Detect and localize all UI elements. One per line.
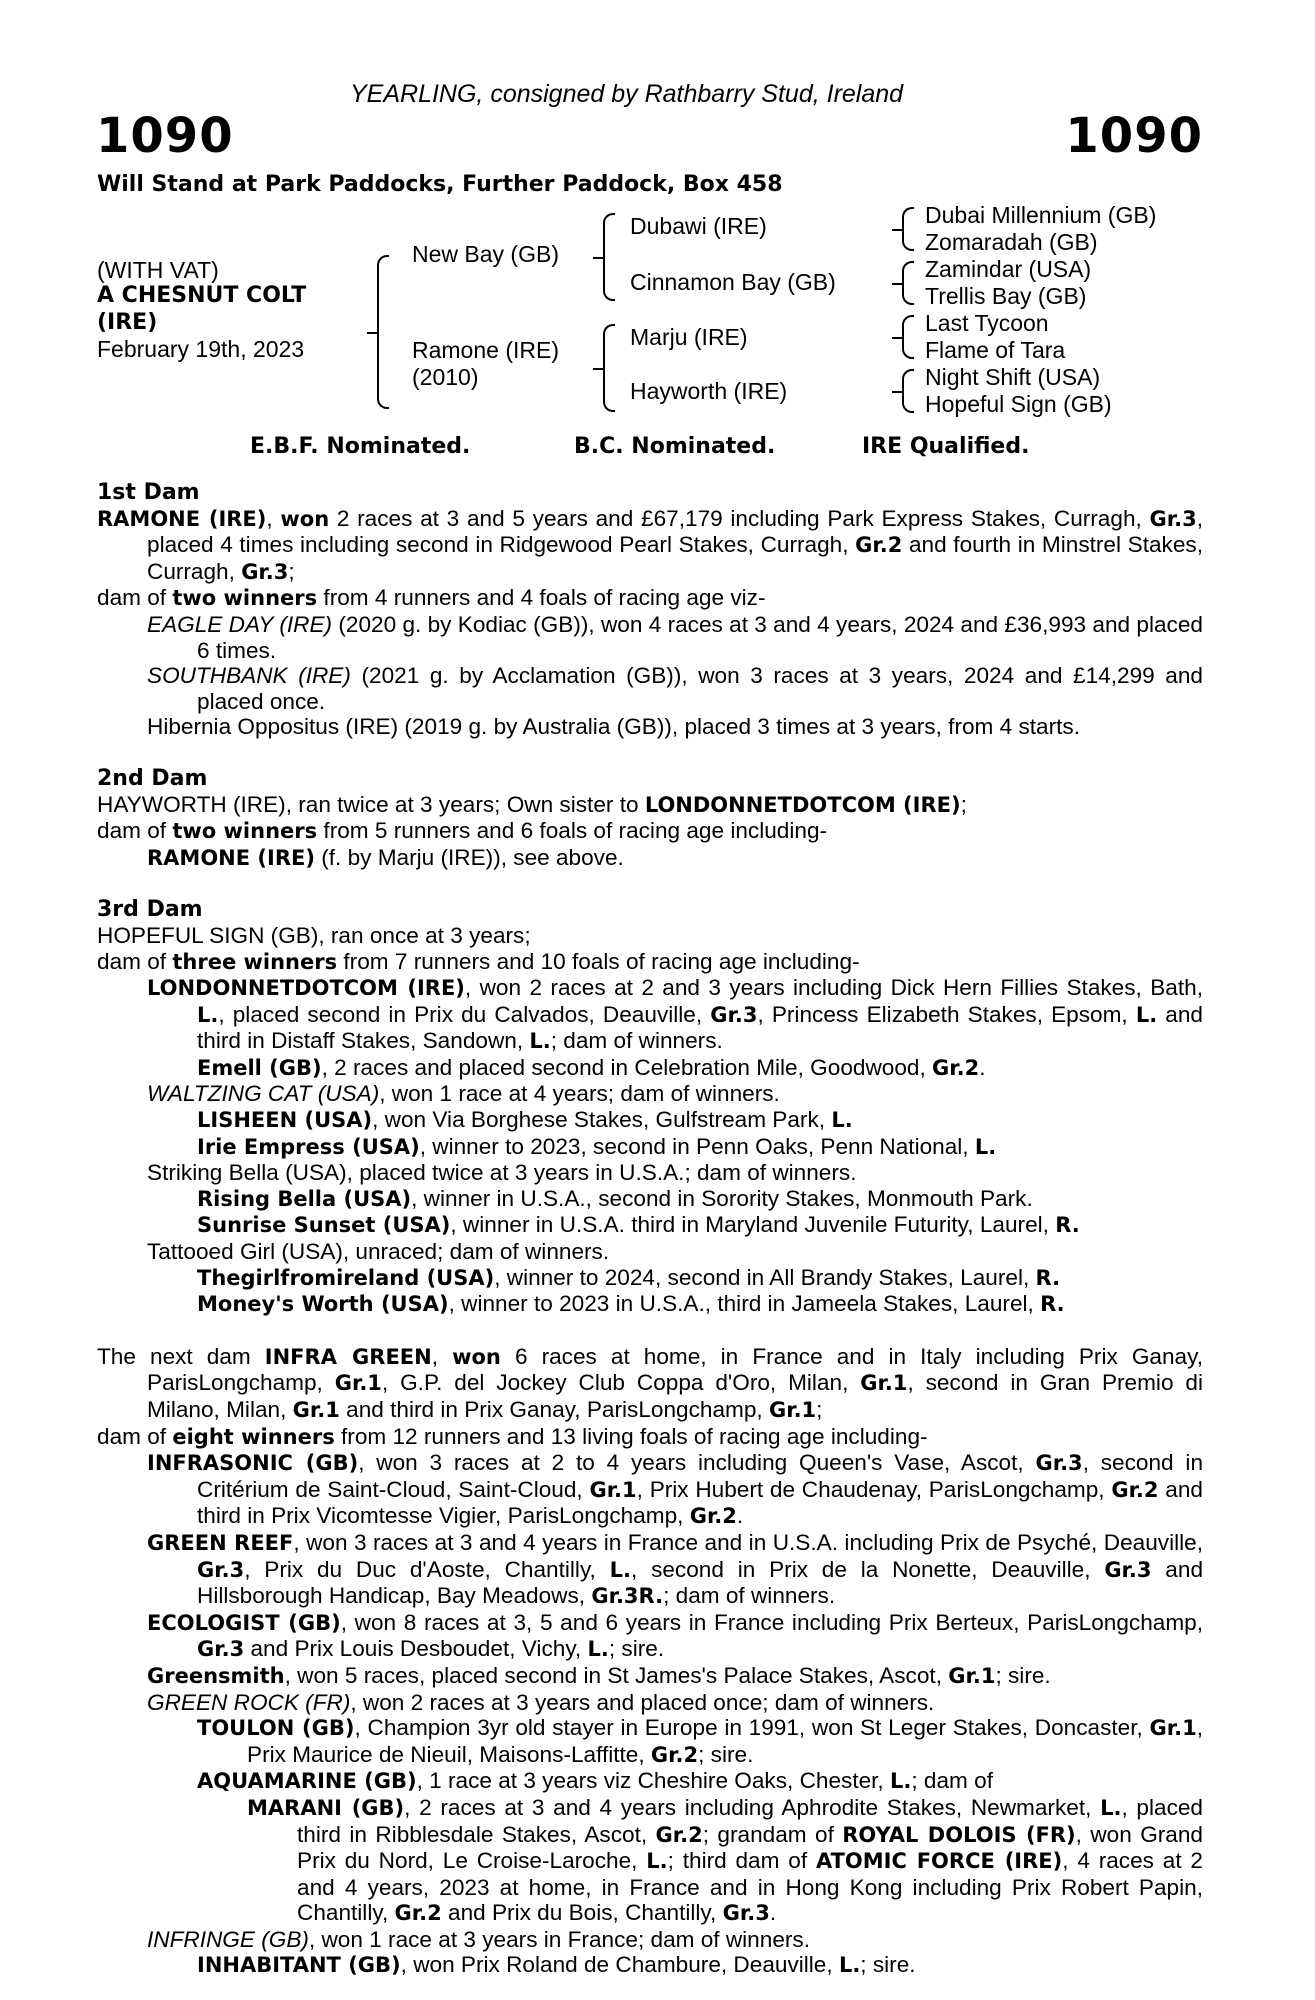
sire-name: New Bay (GB)	[412, 241, 559, 267]
bold-text: R.	[1055, 1213, 1080, 1238]
text-run: , won 1 race at 4 years; dam of winners.	[379, 1081, 780, 1107]
text-run: ; dam of	[911, 1768, 993, 1794]
text-run: ; dam of winners.	[663, 1583, 836, 1609]
bold-text: Gr.1	[1149, 1716, 1197, 1741]
text-run: , winner in U.S.A. third in Maryland Juvenile Futurity, Laurel,	[450, 1212, 1056, 1238]
record-line	[97, 1424, 1203, 1451]
gen3-7: Night Shift (USA)	[925, 364, 1101, 390]
bold-text: Gr.1	[334, 1371, 382, 1396]
bold-text: three winners	[172, 949, 338, 974]
bold-text: Gr.2	[394, 1901, 442, 1926]
text-run: , second in Gran Premio di Milano, Milan,	[147, 1370, 1203, 1422]
text-run: , won 1 race at 3 years in France; dam of winners.	[308, 1926, 810, 1952]
record-line	[97, 1795, 1203, 1927]
bold-text: L.	[197, 1002, 219, 1027]
bold-text: Gr.2	[855, 533, 903, 558]
bold-text: Money's Worth (USA)	[197, 1292, 449, 1317]
text-run: , won 2 races at 3 years and placed once; dam of winners.	[350, 1689, 935, 1715]
text-run: (f. by Marju (IRE)), see above.	[314, 844, 624, 870]
text-run: , won 8 races at 3, 5 and 6 years in France including Prix Berteux, ParisLongchamp,	[340, 1609, 1203, 1635]
text-run: dam of	[97, 818, 173, 844]
record-line	[97, 663, 1203, 714]
dam-name: Ramone (IRE)	[412, 337, 559, 363]
text-run: ; sire.	[860, 1952, 916, 1978]
text-run: from 5 runners and 6 foals of racing age including-	[317, 818, 828, 844]
section-title: 1st Dam	[97, 480, 200, 505]
bold-text: LONDONNETDOTCOM (IRE)	[147, 976, 465, 1001]
bold-text: Gr.3R.	[591, 1584, 664, 1609]
text-run: , Prix Maurice de Nieuil, Maisons-Laffitte,	[247, 1715, 1203, 1767]
dam-year: (2010)	[412, 364, 479, 390]
record-line	[97, 714, 1203, 740]
section-gap	[97, 1318, 1203, 1344]
italic-text: SOUTHBANK (IRE)	[147, 663, 351, 689]
text-run: .	[979, 1054, 986, 1080]
bold-text: AQUAMARINE (GB)	[197, 1769, 417, 1794]
record-line	[97, 949, 1203, 976]
italic-text: GREEN ROCK (FR)	[147, 1689, 351, 1715]
text-run: ;	[816, 1397, 823, 1422]
text-run: , Prix du Duc d'Aoste, Chantilly,	[244, 1556, 610, 1582]
dam-section	[97, 480, 1203, 740]
bold-text: Irie Empress (USA)	[197, 1134, 420, 1159]
text-run: ; dam of winners.	[550, 1028, 723, 1054]
stand-location: Will Stand at Park Paddocks, Further Paddock, Box 458	[97, 172, 783, 197]
text-run: , second in Prix de la Nonette, Deauville,	[631, 1556, 1105, 1582]
pedigree-brace-3d	[902, 369, 914, 413]
sire-dam: Cinnamon Bay (GB)	[630, 269, 836, 295]
bold-text: Gr.1	[589, 1477, 637, 1502]
section-gap	[97, 871, 1203, 897]
record-line	[97, 845, 1203, 872]
record-line	[97, 585, 1203, 612]
text-run: , placed 4 times including second in Ridgewood Pearl Stakes, Curragh,	[147, 505, 1203, 558]
bold-text: Gr.1	[292, 1398, 340, 1422]
bold-text: L.	[974, 1134, 997, 1159]
text-run: (2021 g. by Acclamation (GB)), won 3 races at 3 years, 2024 and £14,299 and placed once.	[197, 663, 1204, 714]
text-run: , winner to 2023, second in Penn Oaks, Penn National,	[419, 1133, 975, 1159]
bold-text: Gr.2	[655, 1822, 703, 1847]
horse-name: A CHESNUT COLT	[97, 283, 307, 308]
text-run: .	[736, 1503, 744, 1529]
text-run: and third in Prix Ganay, ParisLongchamp,	[339, 1397, 769, 1422]
text-run: , won 3 races at 3 and 4 years in France and in U.S.A. including Prix de Psyché, Deauville,	[293, 1529, 1203, 1555]
text-run: , Princess Elizabeth Stakes, Epsom,	[757, 1001, 1136, 1027]
text-run: HAYWORTH (IRE), ran twice at 3 years; Own sister to	[97, 791, 645, 817]
bold-text: Gr.2	[689, 1504, 737, 1529]
text-run: ; sire.	[698, 1741, 754, 1767]
bold-text: Thegirlfromireland (USA)	[197, 1265, 495, 1290]
bold-text: MARANI (GB)	[247, 1795, 405, 1820]
bold-text: L.	[609, 1557, 631, 1582]
record-line	[97, 1212, 1203, 1239]
gen3-3: Zamindar (USA)	[925, 256, 1092, 282]
text-run: HOPEFUL SIGN (GB), ran once at 3 years;	[97, 922, 531, 948]
sire-sire: Dubawi (IRE)	[630, 213, 767, 239]
text-run: , 4 races at 2 and 4 years, 2023 at home, in France and in Hong Kong including Prix Robert Papin, Chantilly,	[297, 1848, 1203, 1926]
text-run: ; sire.	[995, 1662, 1051, 1688]
text-run: , won 3 races at 2 to 4 years including Queen's Vase, Ascot,	[358, 1450, 1036, 1476]
text-run: , won 5 races, placed second in St James's Palace Stakes, Ascot,	[284, 1662, 949, 1688]
pedigree-brace-2b	[603, 324, 615, 412]
bold-text: Gr.3	[1104, 1557, 1152, 1582]
bold-text: Gr.3	[197, 1557, 245, 1582]
bold-text: L.	[838, 1953, 861, 1978]
record-line	[97, 792, 1203, 819]
bold-text: R.	[1040, 1292, 1065, 1317]
text-run: and Prix du Bois, Chantilly,	[441, 1900, 723, 1926]
gen3-1: Dubai Millennium (GB)	[925, 202, 1157, 228]
dam-sire: Marju (IRE)	[630, 324, 748, 350]
bold-text: Gr.1	[860, 1371, 908, 1396]
consignment-line: YEARLING, consigned by Rathbarry Stud, Ireland	[350, 80, 904, 108]
pedigree-brace-3c	[902, 315, 914, 359]
record-line	[97, 1134, 1203, 1161]
bold-text: INFRA GREEN	[264, 1344, 432, 1369]
text-run: from 7 runners and 10 foals of racing age including-	[337, 948, 860, 974]
text-run: , 1 race at 3 years viz Cheshire Oaks, Chester,	[416, 1768, 890, 1794]
text-run: , Prix Hubert de Chaudenay, ParisLongchamp,	[636, 1476, 1112, 1502]
pedigree-brace-1	[377, 255, 389, 409]
bc-nomination: B.C. Nominated.	[574, 434, 776, 459]
dam-section	[97, 740, 1203, 871]
text-run: and third in Prix Vicomtesse Vigier, ParisLongchamp,	[197, 1476, 1203, 1529]
bold-text: LONDONNETDOTCOM (IRE)	[644, 792, 961, 817]
record-line	[97, 506, 1203, 586]
bold-text: Gr.1	[768, 1398, 817, 1422]
text-run: ;	[960, 791, 967, 817]
record-line	[97, 975, 1203, 1055]
text-run: and Hillsborough Handicap, Bay Meadows,	[197, 1556, 1204, 1609]
record-line	[97, 1530, 1203, 1610]
record-line	[97, 1344, 1203, 1424]
record-line	[97, 1690, 1203, 1716]
record-line	[97, 612, 1203, 663]
section-gap	[97, 740, 1203, 766]
record-line	[97, 1927, 1203, 1953]
ebf-nomination: E.B.F. Nominated.	[250, 434, 471, 459]
bold-text: Gr.2	[650, 1742, 699, 1767]
bold-text: Gr.3	[1149, 506, 1197, 531]
text-run: ,	[431, 1343, 453, 1369]
text-run: .	[769, 1900, 777, 1926]
italic-text: EAGLE DAY (IRE)	[147, 611, 333, 637]
record-line	[97, 923, 1203, 949]
bold-text: Gr.1	[948, 1663, 996, 1688]
record-line	[97, 1265, 1203, 1292]
text-run: and fourth in Minstrel Stakes, Curragh,	[147, 532, 1203, 584]
bold-text: won	[452, 1344, 501, 1369]
text-run: , 2 races and placed second in Celebration Mile, Goodwood,	[321, 1054, 933, 1080]
text-run: , won Grand Prix du Nord, Le Croise-Laroche,	[297, 1821, 1203, 1874]
bold-text: TOULON (GB)	[197, 1716, 355, 1741]
text-run: , placed third in Ribblesdale Stakes, Ascot,	[297, 1794, 1203, 1847]
bold-text: ROYAL DOLOIS (FR)	[842, 1822, 1076, 1847]
record-line	[97, 1055, 1203, 1082]
bold-text: two winners	[172, 819, 318, 844]
italic-text: INFRINGE (GB)	[147, 1926, 309, 1952]
bold-text: Rising Bella (USA)	[197, 1186, 412, 1211]
record-line	[97, 1107, 1203, 1134]
text-run: and Prix Louis Desboudet, Vichy,	[244, 1636, 588, 1662]
text-run: and third in Distaff Stakes, Sandown,	[197, 1001, 1203, 1054]
section-title: 2nd Dam	[97, 765, 208, 791]
bold-text: Gr.3	[241, 559, 289, 584]
gen3-8: Hopeful Sign (GB)	[925, 391, 1112, 417]
text-run: ;	[288, 558, 295, 584]
gen3-5: Last Tycoon	[925, 310, 1049, 336]
pedigree-brace-2a	[603, 213, 615, 301]
lot-number-left: 1090	[96, 108, 234, 164]
horse-origin: (IRE)	[97, 310, 158, 335]
text-run: Hibernia Oppositus (IRE) (2019 g. by Australia (GB)), placed 3 times at 3 years, from 4 starts.	[147, 714, 1080, 740]
record-line	[97, 1239, 1203, 1265]
bold-text: L.	[890, 1769, 912, 1794]
italic-text: WALTZING CAT (USA)	[147, 1081, 380, 1107]
record-line	[97, 1952, 1203, 1979]
text-run: , winner to 2024, second in All Brandy Stakes, Laurel,	[494, 1264, 1036, 1290]
foaling-date: February 19th, 2023	[97, 336, 305, 362]
text-run: Striking Bella (USA), placed twice at 3 years in U.S.A.; dam of winners.	[147, 1160, 857, 1186]
text-run: , won Prix Roland de Chambure, Deauville,	[400, 1952, 839, 1978]
record-line	[97, 1291, 1203, 1318]
record-line	[97, 818, 1203, 845]
gen3-2: Zomaradah (GB)	[925, 229, 1098, 255]
text-run: , second in Critérium de Saint-Cloud, Saint-Cloud,	[197, 1450, 1204, 1502]
bold-text: won	[280, 506, 330, 531]
pedigree-brace-3b	[902, 261, 914, 305]
bold-text: RAMONE (IRE)	[147, 845, 315, 870]
text-run: dam of	[97, 1423, 173, 1449]
bold-text: ECOLOGIST (GB)	[147, 1610, 341, 1635]
ire-qualification: IRE Qualified.	[862, 434, 1030, 459]
bold-text: Sunrise Sunset (USA)	[197, 1213, 451, 1238]
produce-record	[97, 480, 1203, 1979]
bold-text: INFRASONIC (GB)	[147, 1451, 359, 1476]
bold-text: R.	[1035, 1265, 1061, 1290]
section-title: 3rd Dam	[97, 897, 203, 923]
vat-note: (WITH VAT)	[97, 257, 219, 283]
text-run: , G.P. del Jockey Club Coppa d'Oro, Milan,	[381, 1370, 861, 1396]
text-run: dam of	[97, 585, 173, 611]
text-run: , won Via Borghese Stakes, Gulfstream Park,	[372, 1107, 832, 1133]
bold-text: Greensmith	[147, 1663, 285, 1688]
record-line	[97, 1186, 1203, 1213]
bold-text: Gr.2	[932, 1055, 980, 1080]
lot-number-right: 1090	[1065, 108, 1203, 164]
bold-text: GREEN REEF	[147, 1530, 294, 1555]
bold-text: L.	[587, 1637, 609, 1662]
text-run: The next dam	[97, 1343, 265, 1369]
record-line	[97, 1610, 1203, 1663]
record-line	[97, 1081, 1203, 1107]
text-run: , winner to 2023 in U.S.A., third in Jameela Stakes, Laurel,	[448, 1291, 1041, 1317]
record-line	[97, 1450, 1203, 1530]
text-run: 6 races at home, in France and in Italy including Prix Ganay, ParisLongchamp,	[147, 1343, 1204, 1396]
text-run: from 12 runners and 13 living foals of racing age including-	[334, 1423, 928, 1449]
bold-text: RAMONE (IRE)	[97, 506, 267, 531]
record-line	[97, 1663, 1203, 1690]
text-run: ; grandam of	[702, 1821, 843, 1847]
text-run: ,	[266, 505, 281, 531]
bold-text: Gr.2	[1111, 1477, 1159, 1502]
bold-text: INHABITANT (GB)	[197, 1953, 401, 1978]
dam-section	[97, 871, 1203, 1318]
text-run: dam of	[97, 948, 173, 974]
text-run: , Champion 3yr old stayer in Europe in 1991, won St Leger Stakes, Doncaster,	[354, 1715, 1150, 1741]
text-run: ; third dam of	[667, 1848, 816, 1874]
bold-text: L.	[529, 1029, 551, 1054]
bold-text: Gr.3	[1035, 1451, 1083, 1476]
bold-text: LISHEEN (USA)	[197, 1108, 373, 1133]
dam-dam: Hayworth (IRE)	[630, 378, 788, 404]
pedigree-brace-3a	[902, 207, 914, 251]
bold-text: L.	[1100, 1795, 1122, 1820]
bold-text: L.	[646, 1849, 668, 1874]
bold-text: two winners	[172, 586, 318, 611]
gen3-4: Trellis Bay (GB)	[925, 283, 1087, 309]
text-run: Tattooed Girl (USA), unraced; dam of winners.	[147, 1239, 610, 1265]
bold-text: Gr.3	[197, 1637, 245, 1662]
bold-text: eight winners	[172, 1424, 335, 1449]
text-run: (2020 g. by Kodiac (GB)), won 4 races at 3 and 4 years, 2024 and £36,993 and placed 6 times.	[197, 611, 1203, 663]
bold-text: Emell (GB)	[197, 1055, 322, 1080]
text-run: , placed second in Prix du Calvados, Deauville,	[218, 1001, 711, 1027]
bold-text: ATOMIC FORCE (IRE)	[815, 1849, 1063, 1874]
bold-text: Gr.3	[722, 1901, 770, 1926]
text-run: , 2 races at 3 and 4 years including Aphrodite Stakes, Newmarket,	[404, 1794, 1101, 1820]
bold-text: L.	[831, 1108, 853, 1133]
bold-text: L.	[1135, 1002, 1158, 1027]
record-line	[97, 1160, 1203, 1186]
dam-section	[97, 1318, 1203, 1979]
text-run: from 4 runners and 4 foals of racing age viz-	[317, 585, 766, 611]
text-run: , winner in U.S.A., second in Sorority Stakes, Monmouth Park.	[411, 1185, 1033, 1211]
record-line	[97, 1768, 1203, 1795]
text-run: 2 races at 3 and 5 years and £67,179 including Park Express Stakes, Curragh,	[329, 505, 1150, 531]
gen3-6: Flame of Tara	[925, 337, 1066, 363]
text-run: , won 2 races at 2 and 3 years including Dick Hern Fillies Stakes, Bath,	[464, 975, 1203, 1001]
text-run: ; sire.	[608, 1636, 665, 1662]
bold-text: Gr.3	[710, 1002, 758, 1027]
record-line	[97, 1715, 1203, 1768]
